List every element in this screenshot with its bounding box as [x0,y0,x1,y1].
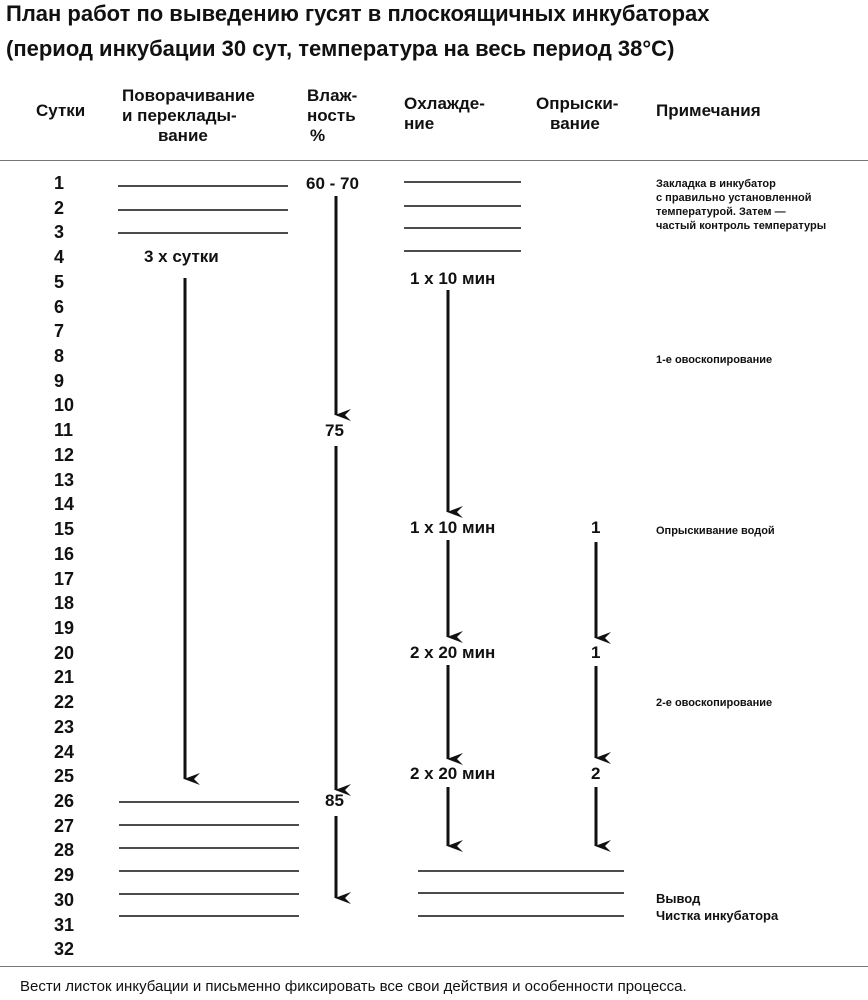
day-number: 26 [54,791,75,811]
day-number: 24 [54,741,75,762]
day-number: 12 [54,444,75,465]
day-number: 4 [54,247,65,268]
header-notes: Примечания [656,101,761,120]
day-number: 31 [54,914,75,935]
note-candling-2: 2-е овоскопирование [656,697,773,709]
humidity-value-3: 85 [325,791,344,810]
day-number: 25 [54,766,75,787]
day-number: 17 [54,568,75,589]
day-number: 21 [54,667,75,688]
day-number: 18 [54,593,75,614]
header-turning-line-2: и переклады- [122,106,237,125]
day-number: 29 [54,865,75,886]
day-number: 27 [54,815,75,836]
header-days: Сутки [36,101,86,120]
spraying-value-1: 1 [591,518,601,537]
header-cooling-line-1: Охлажде- [404,94,485,113]
header-cooling-line-2: ние [404,114,435,133]
day-number: 11 [54,420,74,441]
day-number: 9 [54,370,65,391]
cooling-value-1: 1 х 10 мин [410,269,496,288]
day-number: 15 [54,519,75,540]
day-number: 32 [54,939,75,960]
note-loading-line-4: частый контроль температуры [656,220,827,232]
day-number: 2 [54,197,65,218]
header-humidity-line-1: Влаж- [307,86,358,105]
day-number: 16 [54,543,75,564]
note-loading-line-1: Закладка в инкубатор [656,178,776,190]
cooling-value-2: 1 х 10 мин [410,518,496,537]
humidity-value-1: 60 - 70 [306,174,359,193]
day-number: 14 [54,494,75,515]
day-number: 1 [54,173,65,193]
day-number: 3 [54,222,65,243]
note-cleaning: Чистка инкубатора [656,908,779,923]
header-turning-line-3: вание [158,126,208,145]
day-number: 5 [54,271,65,292]
note-hatch: Вывод [656,891,701,906]
title-line-2: (период инкубации 30 сут, температура на весь период 38°С) [6,36,675,61]
footer-text: Вести листок инкубации и письменно фиксировать все свои действия и особенности процесса. [20,978,687,995]
header-spraying-line-2: вание [550,114,600,133]
spraying-value-3: 2 [591,764,601,783]
day-number: 30 [54,889,75,910]
spraying-value-2: 1 [591,643,601,662]
header-spraying-line-1: Опрыски- [536,94,619,113]
humidity-value-2: 75 [325,421,344,440]
day-number: 23 [54,716,75,737]
day-number: 19 [54,617,75,638]
day-number: 8 [54,346,65,367]
note-loading-line-2: с правильно установленной [656,192,812,204]
note-candling-1: 1-е овоскопирование [656,354,773,366]
day-number: 7 [54,321,65,342]
header-humidity-line-3: % [310,126,326,145]
title-line-1: План работ по выведению гусят в плоскоящичных инкубаторах [6,1,710,26]
footer-rule [0,966,868,967]
cooling-value-4: 2 х 20 мин [410,764,496,783]
header-turning-line-1: Поворачивание [122,86,255,105]
turning-label: 3 х сутки [144,247,219,266]
day-number: 20 [54,642,75,663]
day-number: 28 [54,840,75,861]
note-spraying: Опрыскивание водой [656,525,775,537]
cooling-value-3: 2 х 20 мин [410,643,496,662]
day-number: 6 [54,296,65,317]
header-humidity-line-2: ность [307,106,356,125]
note-loading-line-3: температурой. Затем — [656,206,786,218]
day-number: 22 [54,692,75,713]
note-loading [656,177,826,233]
day-number: 13 [54,469,75,490]
day-number: 10 [54,395,75,416]
